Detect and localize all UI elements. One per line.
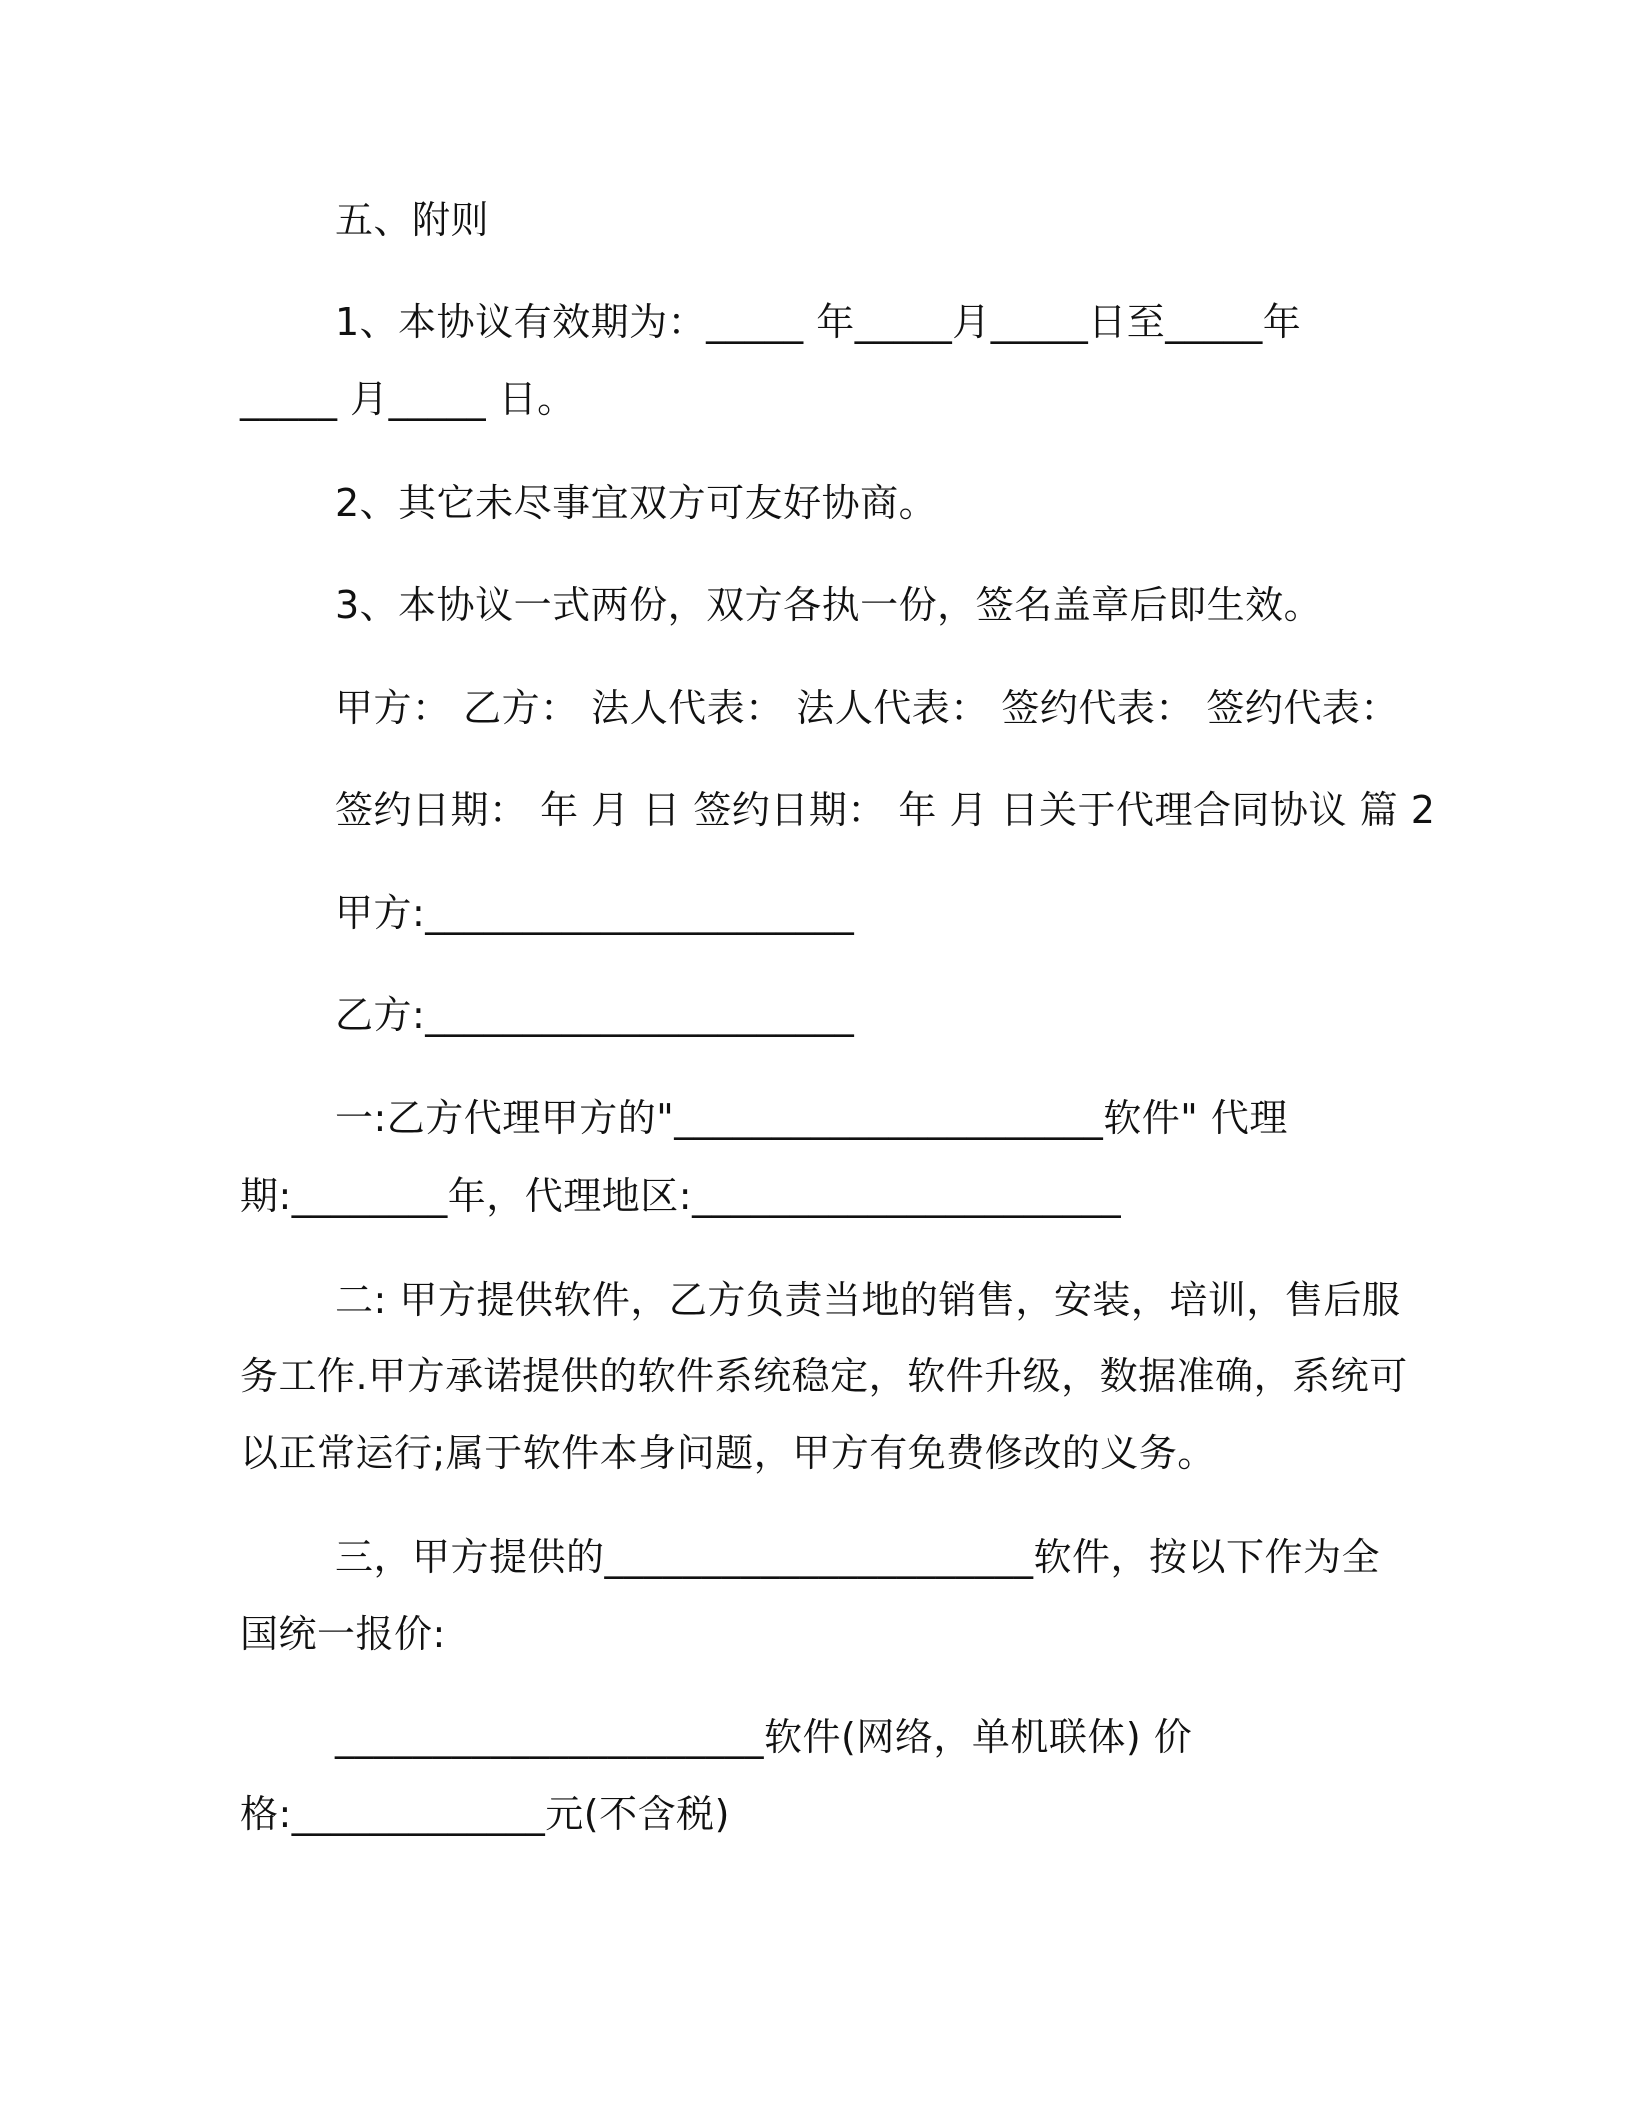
clause-one-agency-cont: 期:________年，代理地区:______________________ [240,1174,1122,1218]
price-line-2: 格:_____________元(不含税) [240,1792,730,1836]
clause-two-line-2: 务工作.甲方承诺提供的软件系统稳定，软件升级，数据准确，系统可 [240,1354,1408,1398]
clause-2-negotiation: 2、其它未尽事宜双方可友好协商。 [335,481,938,525]
clause-3-copies: 3、本协议一式两份，双方各执一份，签名盖章后即生效。 [335,583,1323,627]
party-b-field: 乙方:______________________ [335,993,855,1037]
price-line-1: ______________________软件(网络，单机联体) 价 [335,1715,1193,1759]
section-heading-appendix: 五、附则 [335,198,490,242]
clause-two-line-3: 以正常运行;属于软件本身问题，甲方有免费修改的义务。 [240,1431,1216,1475]
clause-one-agency: 一:乙方代理甲方的"______________________软件" 代理 [335,1096,1288,1140]
clause-three-line-2: 国统一报价: [240,1612,446,1656]
signature-parties: 甲方： 乙方： 法人代表： 法人代表： 签约代表： 签约代表： [335,686,1399,730]
clause-three-line-1: 三，甲方提供的______________________软件，按以下作为全 [335,1535,1381,1579]
clause-1-validity-cont: _____ 月_____ 日。 [240,377,576,421]
party-a-field: 甲方:______________________ [335,891,855,935]
clause-two-line-1: 二: 甲方提供软件，乙方负责当地的销售，安装，培训，售后服 [335,1278,1401,1322]
clause-1-validity: 1、本协议有效期为：_____ 年_____月_____日至_____年 [335,300,1302,344]
signature-dates: 签约日期： 年 月 日 签约日期： 年 月 日关于代理合同协议 篇 2 [335,788,1436,832]
